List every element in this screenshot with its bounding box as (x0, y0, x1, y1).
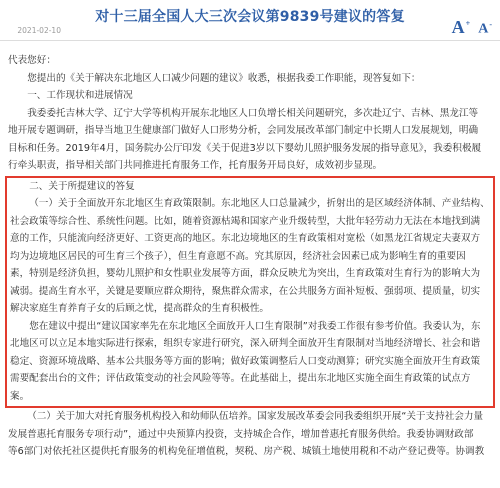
publish-date: 2021-02-10 (17, 26, 61, 35)
font-decrease-button[interactable]: A- (478, 20, 492, 37)
article-body (8, 52, 492, 461)
font-increase-button[interactable]: A+ (451, 17, 471, 37)
subsection1-paragraph: （一）关于全面放开东北地区生育政策限制。东北地区人口总量减少，折射出的是区域经济体制、产业结构、 社会政策等综合性、系统性问题。比如，随着资源枯竭和国家产业升级转型，大批年轻劳动力无法在本地找到满 意的工作，只能流向经济更好、工资更高的地区。东北边境地区的生育政策相对宽松（如黑龙江省规定夫妻双方 均为边境地区居民的可生育三个孩子），但生育意愿不高。究其原因，经济社会因素已成为影响生育的重要因 素，特别是经济负担，婴幼儿照护和女性职业发展等方面，群众反映尤为突出，生育政策对生育行为的影响大为 减弱。提高生育水平，关键是要顺应群众期待，聚焦群众需求，在公共服务方面补短板、强弱项、提质量，切实 解决家庭生育养育子女的后顾之忧，提高群众的生育积极性。 (10, 198, 490, 314)
section1-heading: 一、工作现状和进展情况 (27, 90, 133, 101)
section1-paragraph: 我委委托吉林大学、辽宁大学等机构开展东北地区人口负增长相关问题研究，多次赴辽宁、吉林、黑龙江等 地开展专题调研，指导当地卫生健康部门做好人口形势分析，会同发展改革部门制定中长期人口发展规划，明确 目标和任务。2019年4月，国务院办公厅印发《关于促进3岁以下婴幼儿照护服务发展的指导意见》，我委积极履 行牵头职责，指导相关部门共同推进托育服务工作，托育服务开局良好，成效初步显现。 (8, 107, 482, 171)
highlighted-reply-box (5, 176, 495, 409)
font-size-controls (452, 18, 492, 37)
meta-line (6, 26, 61, 35)
page-title: 对十三届全国人大三次会议第9839号建议的答复 (95, 9, 405, 25)
subsection2-paragraph: （二）关于加大对托育服务机构投入和幼师队伍培养。国家发展改革委会同我委组织开展“关于支持社会力量 发展普惠托育服务专项行动”，通过中央预算内投资，支持城企合作，增加普惠托育服务供给。我委协调财政部 等6部门对依托社区提供托育服务的机构免征增值税，契税、房产税、城镇土地使用税和不动产登记费等。协调教 (8, 411, 485, 457)
intro-paragraph: 您提出的《关于解决东北地区人口减少问题的建议》收悉，根据我委工作职能，现答复如下： (27, 72, 421, 84)
salutation: 代表您好： (8, 55, 56, 66)
section2-heading: 二、关于所提建议的答复 (29, 180, 135, 192)
header-divider (0, 40, 500, 41)
subsection1-continuation: 您在建议中提出“建议国家率先在东北地区全面放开人口生育限制”对我委工作很有参考价值。我委认为，东 北地区可以立足本地实际进行探索，组织专家进行研究，深入研判全面放开生育限制对当地经济增长、社会和谐 稳定、资源环境战略、基本公共服务等方面的影响；做好政策调整后人口变动测算；研究实施全面放开生育政策 需要配套出台的文件；评估政策变动的社会风险等等。在此基础上，提出东北地区实施全面生育政策的试点方 案。 (10, 320, 481, 402)
